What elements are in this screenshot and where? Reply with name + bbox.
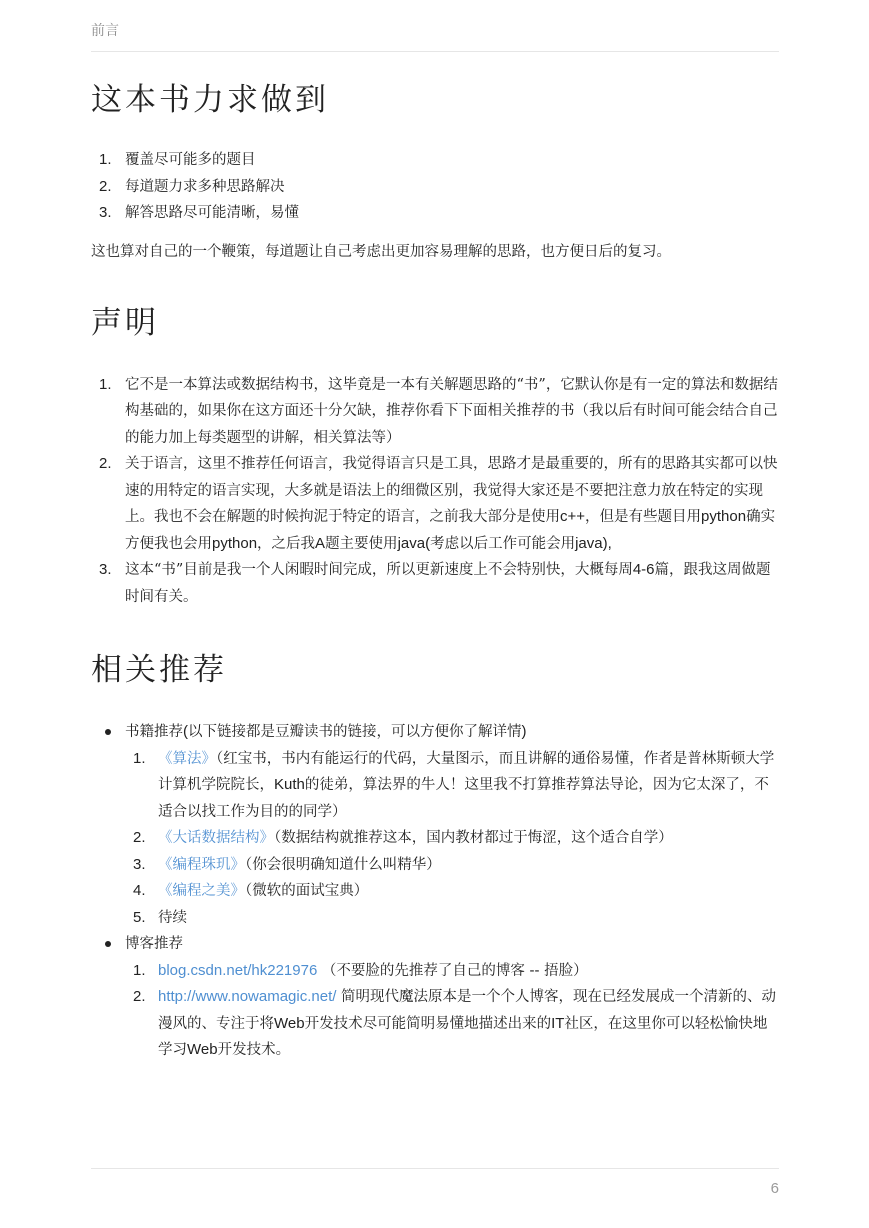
list-item: 3. 解答思路尽可能清晰，易懂 — [99, 204, 299, 221]
blog-link-csdn[interactable]: blog.csdn.net/hk221976 — [158, 961, 318, 979]
list-item: 5. 待续 — [133, 908, 187, 926]
list-item: 1. 覆盖尽可能多的题目 — [99, 151, 256, 168]
recommend-list — [91, 719, 779, 1064]
section-title-statement: 声明 — [91, 304, 159, 341]
goals-list — [91, 147, 779, 227]
header-divider — [91, 51, 779, 52]
book-link-programming-pearls[interactable]: 《编程珠玑》 — [158, 856, 245, 873]
list-item-books: 书籍推荐(以下链接都是豆瓣读书的链接，可以方便你了解详情) 1. 《算法》（红宝书，书内有能运行的代码，大量图示，而且讲解的通俗易懂，作者是普林斯顿大学计算机学院院长，Kuth的徒弟，算法界的牛人！这里我不打算推荐算法导论，因为它太深了，不适合以找工作为目的的同学） 2. 《大话数据结构》（数据结构就推荐这本，国内教材都过于悔涩，这个适合自学） 3. 《编程珠玑》（你会很明确知道什么叫精华） 4. 《编程之美》（微软的面试宝典） 5. 待续 — [91, 719, 779, 931]
list-item: 2. 关于语言，这里不推荐任何语言，我觉得语言只是工具，思路才是最重要的，所有的思路其实都可以快速的用特定的语言实现，大多就是语法上的细微区别，我觉得大家还是不要把注意力放在特定的实现上。我也不会在解题的时候拘泥于特定的语言，之前我大部分是使用c++，但是有些题目用python确实方便我也会用python，之后我A题主要使用java(考虑以后工作可能会用java), — [99, 455, 778, 552]
footer-divider — [91, 1168, 779, 1169]
book-list — [125, 746, 779, 932]
bullet-dot — [105, 941, 111, 947]
book-link-beauty-of-programming[interactable]: 《编程之美》 — [158, 883, 245, 899]
page-content — [91, 78, 779, 1064]
bullet-dot — [105, 729, 111, 735]
list-item: 3. 《编程珠玑》（你会很明确知道什么叫精华） — [133, 855, 441, 873]
list-item: 1. 它不是一本算法或数据结构书，这毕竟是一本有关解题思路的“书”，它默认你是有一定的算法和数据结构基础的，如果你在这方面还十分欠缺，推荐你看下下面相关推荐的书（我以后有时间可能会结合自己的能力加上每类题型的讲解，相关算法等） — [99, 375, 778, 446]
document-page — [91, 0, 779, 1228]
list-item: 2. http://www.nowamagic.net/ 简明现代魔法原本是一个个人博客，现在已经发展成一个清新的、动漫风的、专注于将Web开发技术尽可能简明易懂地描述出来的IT社区，在这里你可以轻松愉快地学习Web开发技术。 — [133, 988, 777, 1058]
statement-list — [91, 372, 779, 611]
list-item: 4. 《编程之美》（微软的面试宝典） — [133, 882, 369, 899]
section-title-recommend: 相关推荐 — [91, 652, 227, 688]
list-item: 2. 每道题力求多种思路解决 — [99, 177, 285, 195]
list-item: 2. 《大话数据结构》（数据结构就推荐这本，国内教材都过于悔涩，这个适合自学） — [133, 829, 673, 846]
page-number: 6 — [770, 1180, 779, 1197]
goals-paragraph: 这也算对自己的一个鞭策，每道题让自己考虑出更加容易理解的思路，也方便日后的复习。 — [91, 243, 671, 260]
list-item-blogs: 博客推荐 1. blog.csdn.net/hk221976 （不要脸的先推荐了自己的博客 -- 捂脸） 2. http://www.nowamagic.net/ 简明现代魔法原本是一个个人博客，现在已经发展成一个清新的、动漫风的、专注于将Web开发技术尽可能简明易懂地描述出来的IT社区，在这里你可以轻松愉快地学习Web开发技术。 — [91, 931, 779, 1064]
list-item: 1. blog.csdn.net/hk221976 （不要脸的先推荐了自己的博客 -- 捂脸） — [133, 961, 588, 979]
book-link-data-structures[interactable]: 《大话数据结构》 — [158, 830, 274, 846]
blog-link-nowamagic[interactable]: http://www.nowamagic.net/ — [158, 988, 337, 1005]
list-item: 3. 这本“书”目前是我一个人闲暇时间完成，所以更新速度上不会特别快，大概每周4-6篇，跟我这周做题时间有关。 — [99, 561, 771, 605]
section-title-goals: 这本书力求做到 — [91, 82, 329, 118]
running-header: 前言 — [91, 23, 119, 39]
book-link-algorithms[interactable]: 《算法》 — [158, 750, 216, 767]
list-item: 1. 《算法》（红宝书，书内有能运行的代码，大量图示，而且讲解的通俗易懂，作者是普林斯顿大学计算机学院院长，Kuth的徒弟，算法界的牛人！这里我不打算推荐算法导论，因为它太深了，不适合以找工作为目的的同学） — [133, 749, 775, 820]
blog-list — [125, 958, 779, 1064]
